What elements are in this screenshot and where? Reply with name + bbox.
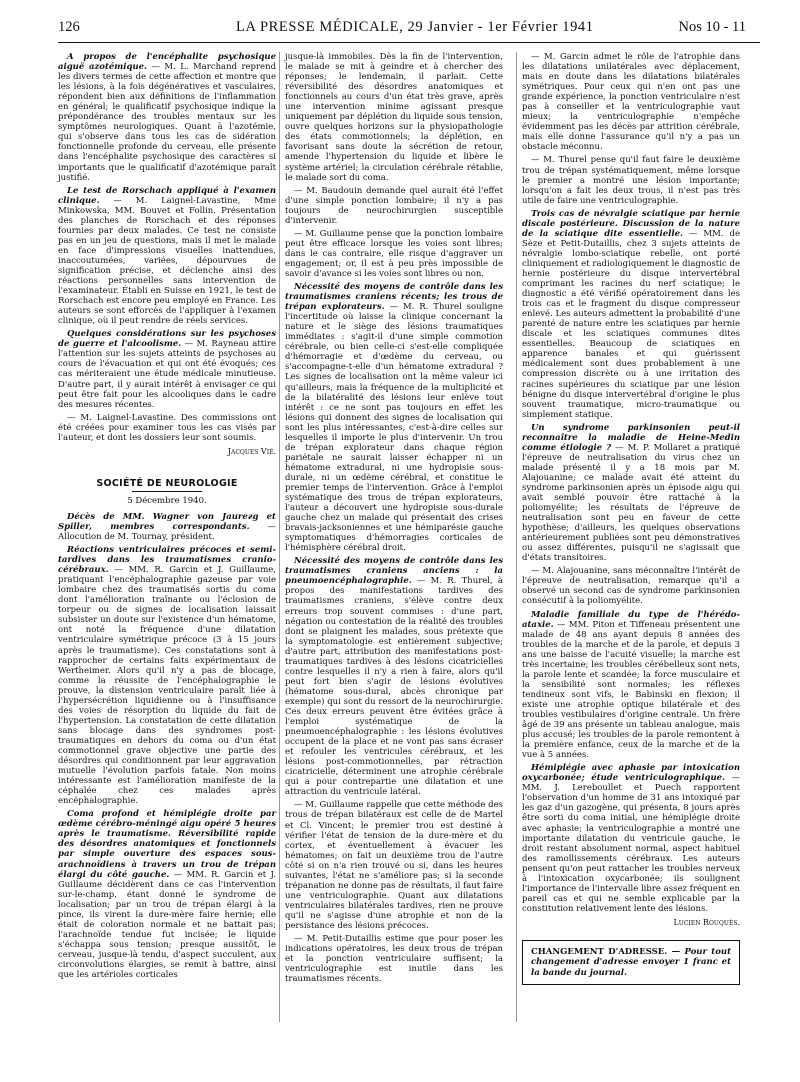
paragraph-text: — M. Guillaume pense que la ponction lombaire peut être efficace lorsque les voies sont libres; dans le cas contraire, elle risque d'aggraver un engagement; or, il est à peu près impossible de savoir d'avance si les voies sont libres ou non. — [285, 228, 503, 279]
paragraph — [58, 809, 276, 980]
paragraph-text: — MM. Piton et Tiffeneau présentent une malade de 48 ans ayant depuis 8 années des troubles de la marche et de la parole, et depuis 3 ans une baisse de l'acuité visuelle; la marche est très incertaine; les troubles cérébelleux sont nets, la parole lente et scandée; la force musculaire et la sensibilité sont normales; les réflexes tendineux sont vifs, le Babinski en flexion; il existe une atrophie optique bilatérale et des troubles vestibulaires d'origine centrale. Un frère âgé de 39 ans présente un tableau analogue, mais plus accusé; les troubles de la parole remontent à la première enfance, ceux de la marche et de la vue à 5 années. — [522, 619, 740, 761]
page-number: 126 — [58, 19, 80, 35]
column-divider — [516, 52, 517, 1022]
paragraph — [285, 186, 503, 226]
paragraph-text: — M. Laignel-Lavastine, Mme Minkowska, MM. Bouvet et Follin. Présentation des planches de Rorschach et des réponses fournies par deux malades. Ce test ne consiste pas en un jeu de questions, mais il met le malade en face d'impressions visuelles inattendues, inaccoutumées, variées, dépourvues de signification précise, et déclenche ainsi des réactions personnelles sans intervention de l'examinateur. Établi en Suisse en 1921, le test de Rorschach est encore peu employé en France. Les auteurs se sont efforcés de l'appliquer à l'examen clinique, où il peut rendre de réels services. — [58, 195, 276, 327]
paragraph-heading: Hémiplégie avec aphasie par intoxication oxycarbonée; étude ventriculographique. — [522, 763, 740, 784]
paragraph — [522, 209, 740, 420]
paragraph — [522, 423, 740, 564]
paragraph — [522, 155, 740, 205]
paragraph-text: — MM. de Sèze et Petit-Dutaillis, chez 3 sujets atteints de névralgie lombo-sciatique rebelle, ont porté cliniquement et radiologiquement le diagnostic de hernie postérieure du disque intervertébral comprimant les racines du nerf sciatique; le diagnostic a été vérifié opératoirement dans les trois cas et le fragment du disque compresseur enlevé. Les auteurs admettent la probabilité d'une parenté de nature entre les sciatiques par hernie discale et les sciatiques communes dites essentielles. Beaucoup de sciatiques en apparence banales et qui guérissent médicalement sont dues probablement à une compression discrète ou à une irritation des racines supérieures du sciatique par une lésion bénigne du disque intervertébral d'origine le plus souvent traumatique, micro-traumatique ou simplement statique. — [522, 228, 740, 420]
section-title: SOCIÉTÉ DE NEUROLOGIE — [96, 477, 238, 489]
paragraph-text: — MM. J. Lereboullet et Puech rapportent l'observation d'un homme de 31 ans intoxiqué par les gaz d'un gazogène, qui présenta, 8 jours après être sorti du coma initial, une hémiplégie droite avec aphasie; la ventriculographie a montré une importante dilatation du ventricule gauche, le droit restant absolument normal, aspect habituel des ramollissements cérébraux. Les auteurs pensent qu'on peut rattacher les troubles nerveux à l'intoxication oxycarbonée; ils soulignent l'importance de l'intervalle libre assez fréquent en pareil cas et qui ne semble explicable par la constitution relativement lente des lésions. — [522, 773, 740, 914]
signature: Jacques Vié. — [227, 446, 276, 456]
address-change-notice — [522, 940, 740, 986]
paragraph — [58, 52, 276, 183]
paragraph — [58, 329, 276, 409]
paragraph — [285, 282, 503, 553]
paragraph-text: — Allocution de M. Tournay, président. — [58, 521, 277, 543]
paragraph — [285, 52, 503, 183]
paragraph — [522, 566, 740, 606]
column-2 — [285, 52, 503, 987]
paragraph-text: — M. Guillaume rappelle que cette méthode des trous de trépan bilatéraux est celle de de Martel et Cl. Vincent; le premier trou est destiné à vérifier l'état de tension de la dure-mère et du cortex, et éventuellement à évacuer les hématomes; on fait un deuxième trou de l'autre côté si on n'a rien trouvé ou si, dans les heures suivantes, l'état ne s'améliore pas; si la seconde trépanation ne donne pas de résultats, il faut faire une ventriculographie. Quant aux dilatations ventriculaires bilatérales tardives, rien ne prouve qu'il ne s'agisse d'une atrophie et non de la persistance des lésions précoces. — [285, 800, 503, 931]
paragraph-text: — M. P. Mollaret a pratiqué l'épreuve de neutralisation du virus chez un malade présenté il y a 18 mois par M. Alajouanine; ce malade avait été atteint du syndrome parkinsonien après un épisode aigu qui avait semblé pouvoir être rattaché à la poliomyélite; les résultats de l'épreuve de neutralisation sont peu en faveur de cette hypothèse; d'ailleurs, les quelques observations antérieurement publiées sont peu démonstratives ou assez différentes, puisqu'il ne s'agissait que d'états transitoires. — [522, 442, 740, 564]
paragraph-heading: Maladie familiale du type de l'hérédo-ataxie. — [522, 609, 740, 630]
paragraph-heading: Réactions ventriculaires précoces et semi-tardives dans les traumatismes cranio-cérébraux. — [58, 545, 276, 576]
paragraph-heading: Quelques considérations sur les psychoses de guerre et l'alcoolisme. — [58, 329, 276, 350]
paragraph — [285, 934, 503, 984]
notice-text: — Pour tout changement d'adresse envoyer 1 franc et la bande du journal. — [531, 946, 731, 978]
paragraph — [285, 229, 503, 279]
paragraph-text: jusque-là immobiles. Dès la fin de l'intervention, le malade se mit à geindre et à chercher des réponses; le lendemain, il parlait. Cette réversibilité des désordres anatomiques et fonctionnels au cours d'un état très grave, après une intervention minime agissant presque uniquement par déplétion du liquide sous tension, ouvre quelques horizons sur la physiopathologie des états commotionnels; la déplétion, en favorisant sans doute la sécrétion de retour, amende l'hypertension du liquide et libère le système artériel; la circulation cérébrale rétablie, le malade sort du coma. — [285, 52, 503, 183]
paragraph-text: — M. Garcin admet le rôle de l'atrophie dans les dilatations unilatérales avec déplacement, mais en doute dans les dilatations bilatérales symétriques. Pour ceux qui n'en ont pas une grande expérience, la ponction ventriculaire n'est pas à conseiller et la ventriculographie vaut mieux; la ventriculographie n'empêche évidemment pas les décès par attrition cérébrale, mais elle donne l'assurance qu'il n'y a pas un obstacle méconnu. — [522, 52, 740, 153]
column-divider — [279, 52, 280, 1022]
paragraph-heading: A propos de l'encéphalite psychosique aiguë azotémique. — [58, 52, 276, 73]
page-header — [58, 19, 786, 41]
paragraph-text: — M. R. Thurel souligne l'incertitude où laisse la clinique concernant la nature et le siège des lésions traumatiques immédiates : s'agit-il d'une simple commotion cérébrale, ou bien celle-ci s'est-elle compliquée d'hémorragie et d'œdème du cerveau, ou s'accompagne-t-elle d'un hématome extradural ? Les signes de localisation ont la même valeur ici qu'ailleurs, mais la fréquence de la multiplicité et de la bilatéralité des lésions leur enlève tout intérêt : ce ne sont pas toujours en effet les lésions qui donnent des signes de localisation qui sont les plus intéressantes, c'est-à-dire celles sur lesquelles il importe le plus d'intervenir. Un trou de trépan explorateur dans chaque région pariétale ne saurait laisser échapper ni un hématome extradural, ni une hydropisie sous-durale, ni un œdème cérébral, et constitue le premier temps de l'intervention. Grâce à l'emploi systématique des trous de trépan explorateurs, l'auteur a découvert une hydropisie sous-durale gauche chez un malade qui présentait des crises bravais-jacksoniennes et une hémiparésie gauche symptomatiques d'hémorragies corticales de l'hémisphère cérébral droit. — [285, 302, 503, 554]
paragraph-heading: Trois cas de névralgie sciatique par hernie discale postérieure. Discussion de la nature de la sciatique dite essentielle. — [522, 208, 740, 239]
section-rule — [132, 491, 202, 492]
paragraph-text: — MM. R. Garcin et J. Guillaume, pratiquant l'encéphalographie gazeuse par voie lombaire chez des traumatisés sortis du coma dont l'amélioration traînante ou l'éclosion de torpeur ou de signes de localisation laissait subsister un doute sur l'existence d'un hématome, ont noté la fréquence d'une dilatation ventriculaire symétrique précoce (3 à 15 jours après le traumatisme). Ces constatations sont à rapprocher de certains faits expérimentaux de Wertheimer. Alors qu'il n'y a pas de blocage, comme la réussite de l'encéphalographie le prouve, la distension ventriculaire paraît liée à l'hypersécrétion liquidienne ou à l'insuffisance des voies de résorption du liquide du fait de l'hypertension. La constatation de cette dilatation sans blocage dans des syndromes post-traumatiques en dehors du coma ou d'un état commotionnel grave objective une partie des désordres qui conditionnent par leur aggravation mutuelle l'évolution parfois fatale. Non moins intéressante est l'amélioration manifeste de la céphalée chez ces malades après encéphalographie. — [58, 565, 276, 807]
journal-title: LA PRESSE MÉDICALE, 29 Janvier - 1er Février 1941 — [236, 19, 594, 35]
paragraph-heading: Le test de Rorschach appliqué à l'examen clinique. — [58, 185, 276, 206]
header-rule — [58, 42, 760, 43]
paragraph-text: — M. Alajouanine, sans méconnaître l'intérêt de l'épreuve de neutralisation, remarque qu'il a observé un second cas de syndrome parkinsonien consécutif à la poliomyélite. — [522, 566, 740, 607]
paragraph-text: — M. Baudouin demande quel aurait été l'effet d'une simple ponction lombaire; il n'y a pas toujours de neurochirurgien susceptible d'intervenir. — [285, 185, 503, 226]
issue-number: Nos 10 - 11 — [678, 19, 746, 35]
paragraph-text: — M. Rayneau attire l'attention sur les sujets atteints de psychoses au cours de l'évacuation et qui ont été évoqués; ces cas mériteraient une étude médicale minutieuse. D'autre part, il y aurait intérêt à envisager ce qui peut être fait pour les alcooliques dans le cadre des mesures récentes. — [58, 339, 276, 410]
paragraph-heading: Coma profond et hémiplégie droite par œdème cérébro-méningé aigu opéré 5 heures après le traumatisme. Réversibilité rapide des désordres anatomiques et fonctionnels par simple ouverture des espaces sous-arachnoïdiens à travers un trou de trépan élargi du côté gauche. — [58, 809, 276, 880]
paragraph — [58, 545, 276, 806]
paragraph-heading: Un syndrome parkinsonien peut-il reconnaître la maladie de Heine-Medin comme étiologie ? — [522, 422, 740, 453]
signature: Lucien Rouquès. — [673, 917, 740, 927]
paragraph — [58, 512, 276, 542]
paragraph-text: — M. Petit-Dutaillis estime que pour poser les indications opératoires, les deux trous de trépan et la ponction ventriculaire suffisent; la ventriculographie est inutile dans les traumatismes récents. — [285, 934, 503, 985]
paragraph-text: — M. L. Marchand reprend les divers termes de cette affection et montre que les lésions, à la fois dégénératives et vasculaires, répondent bien aux définitions de l'inflammation en général; le qualificatif psychosique indique la prépondérance des troubles mentaux sur les symptômes neurologiques. Quant à l'azotémie, qui s'observe dans tous les cas de sidération fonctionnelle profonde du cerveau, elle présente dans l'encéphalite psychosique des caractères si importants que le qualificatif d'azotémique paraît justifié. — [58, 62, 277, 183]
paragraph-text: — M. Thurel pense qu'il faut faire le deuxième trou de trépan systématiquement, même lorsque le premier a montré une lésion importante; lorsqu'on a fait les deux trous, il n'est pas très utile de faire une ventriculographie. — [522, 155, 740, 206]
paragraph — [522, 610, 740, 761]
paragraph — [285, 800, 503, 931]
column-3 — [522, 52, 740, 985]
column-1 — [58, 52, 276, 983]
notice-heading: CHANGEMENT D'ADRESSE. — [531, 946, 668, 957]
paragraph — [285, 556, 503, 797]
paragraph — [522, 763, 740, 914]
paragraph-heading: Décès de MM. Wagner von Jaurегg et Spiller, membres correspondants. — [58, 511, 276, 532]
section-date: 5 Décembre 1940. — [127, 495, 207, 506]
paragraph — [522, 52, 740, 152]
paragraph-text: — MM. R. Garcin et J. Guillaume décidèrent dans ce cas l'intervention sur-le-champ, étant donné le syndrome de localisation; par un trou de trépan élargi à la pince, ils virent la dure-mère faire hernie; elle était de coloration normale et ne battait pas; l'arachnoïde tendue fut incisée; le liquide s'échappa sous tension; presque aussitôt, le cerveau, jusque-là tendu, d'aspect succulent, aux circonvolutions élargies, se remit à battre, ainsi que les artérioles corticales — [58, 869, 276, 981]
paragraph-text: — M. R. Thurel, à propos des manifestations tardives des traumatismes craniens, s'élève contre deux erreurs trop souvent commises : d'une part, négation ou contestation de la réalité des troubles dont se plaignent les malades, sous prétexte que la symptomatologie est entièrement subjective; d'autre part, attribution des manifestations post-traumatiques tardives à des lésions cicatricielles contre lesquelles il n'y a rien à faire, alors qu'il peut fort bien s'agir de lésions évolutives (hématome sous-dural, abcès chronique par exemple) qui sont du ressort de la neurochirurgie. Ces deux erreurs peuvent être évitées grâce à l'emploi systématique de la pneumoencéphalographie : les lésions évolutives occupent de la place et ne vont pas sans écraser et refouler les ventricules cérébraux, et les lésions post-commotionnelles, par rétraction cicatricielle, déterminent une atrophie cérébrale qui a pour contrepartie une dilatation et une attraction du ventricule latéral. — [285, 576, 503, 798]
paragraph — [58, 413, 276, 443]
paragraph — [58, 186, 276, 327]
paragraph-heading: Nécessité des moyens de contrôle dans les traumatismes craniens récents; les trous de trépan explorateurs. — [285, 282, 503, 313]
paragraph-heading: Nécessité des moyens de contrôle dans les traumatismes craniens anciens : la pneumoencéphalographie. — [285, 556, 503, 587]
paragraph-text: — M. Laignel-Lavastine. Des commissions ont été créées pour examiner tous les cas visés par l'auteur, et dont les dossiers leur sont soumis. — [58, 412, 276, 443]
